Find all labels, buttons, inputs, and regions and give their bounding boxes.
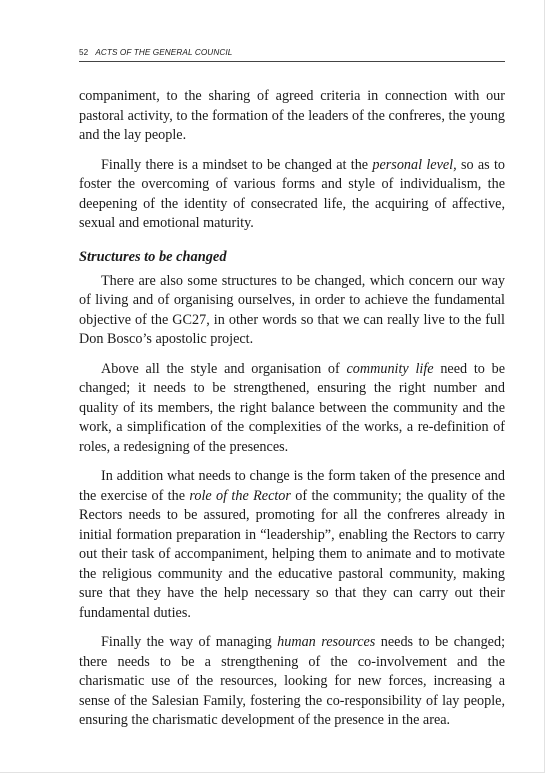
- paragraph-text: Above all the style and organisation of: [101, 360, 347, 377]
- section-heading: Structures to be changed: [79, 248, 227, 265]
- emphasis-text: role of the Rector: [189, 487, 291, 504]
- paragraph-personal-level: [79, 156, 505, 234]
- running-title: ACTS OF THE GENERAL COUNCIL: [95, 48, 233, 57]
- paragraph-text: Finally the way of managing: [101, 634, 278, 650]
- paragraph-text: companiment, to the sharing of agreed criteria in connection with our pastoral activity, to the formation of the leaders of the confreres, the young and the lay people.: [79, 88, 505, 143]
- paragraph-human-resources: [79, 633, 505, 731]
- paragraph-structures: [79, 272, 505, 350]
- paragraph-text: needs to be changed; there needs to be a strengthening of the co-involvement and the charismatic use of the resources, looking for new forces, increasing a sense of the Salesian Family, fostering the co-responsibility of lay people, ensuring the charismatic development of the presence in the area.: [79, 634, 506, 728]
- paragraph-community-life: [79, 360, 505, 458]
- paragraph-text: so as to foster the overcoming of various forms and style of individualism, the deepening of the identity of consecrated life, the acquiring of affective, sexual and emotional maturity.: [79, 156, 506, 231]
- paragraph-role-of-rector: [79, 467, 505, 623]
- page-number: 52: [79, 48, 89, 57]
- running-header: [79, 48, 505, 62]
- emphasis-text: personal level,: [372, 156, 457, 173]
- page-body: [79, 87, 505, 741]
- paragraph-text: There are also some structures to be changed, which concern our way of living and of organising ourselves, in order to achieve the fundamental objective of the GC27, in other words so that we can really live to the full Don Bosco’s apostolic project.: [79, 272, 505, 347]
- emphasis-text: community life: [346, 360, 434, 377]
- paragraph-continuation: [79, 87, 505, 146]
- emphasis-text: human resources: [277, 634, 376, 650]
- paragraph-text: need to be changed; it needs to be strengthened, ensuring the right number and quality of its members, the right balance between the community and the work, a simplification of the complexities of the works, a re-definition of roles, a redesigning of the presences.: [79, 360, 505, 455]
- paragraph-text: Finally there is a mindset to be changed at the: [101, 156, 373, 173]
- paragraph-text: In addition what needs to change is the form taken of the presence and the exercise of the: [79, 468, 505, 504]
- paragraph-text: of the community; the quality of the Rectors needs to be assured, promoting for all the confreres already in initial formation preparation in “leadership”, enabling the Rectors to carry out their task of accompaniment, helping them to animate and to motivate the religious community and the educative pastoral community, making sure that they have the help necessary so that they can carry out their fundamental duties.: [79, 487, 506, 621]
